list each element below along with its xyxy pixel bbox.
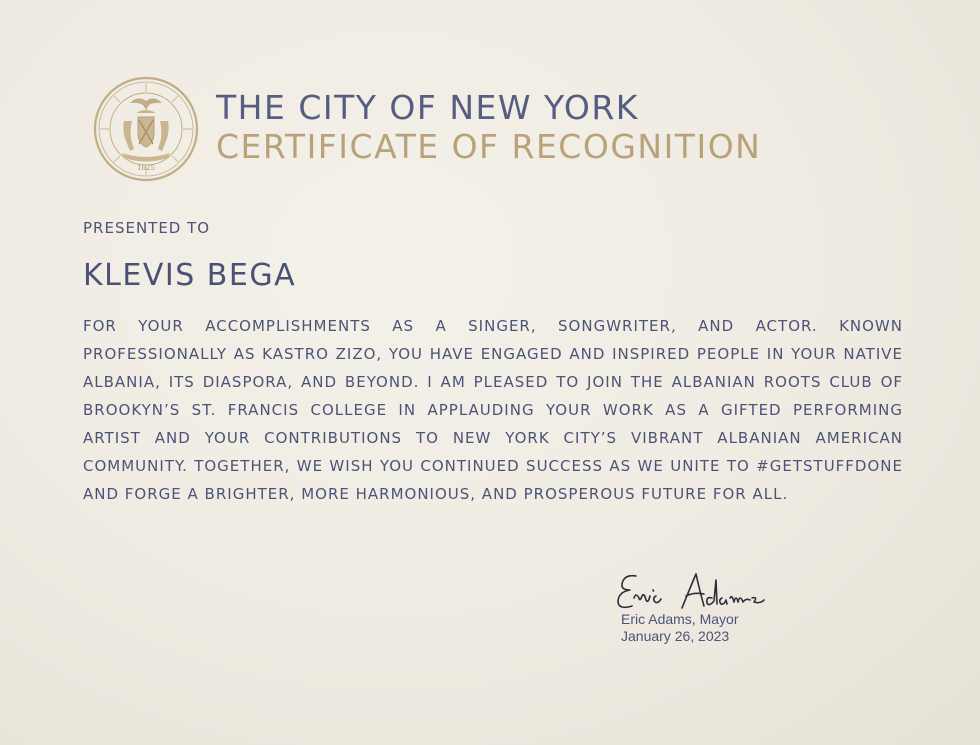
- city-title: THE CITY OF NEW YORK: [216, 88, 639, 127]
- certificate-title: CERTIFICATE OF RECOGNITION: [216, 127, 762, 166]
- recipient-name: KLEVIS BEGA: [83, 258, 297, 293]
- seal-year: 1625: [137, 164, 155, 172]
- signer-title: Eric Adams, Mayor: [621, 611, 739, 627]
- signature-date: January 26, 2023: [621, 628, 730, 644]
- nyc-seal-icon: [92, 75, 200, 183]
- citation-text: FOR YOUR ACCOMPLISHMENTS AS A SINGER, SONGWRITER, AND ACTOR. KNOWN PROFESSIONALLY AS KASTRO ZIZO, YOU HAVE ENGAGED AND INSPIRED PEOPLE IN YOUR NATIVE ALBANIA, ITS DIASPORA, AND BEYOND. I AM PLEASED TO JOIN THE ALBANIAN ROOTS CLUB OF BROOKYN’S ST. FRANCIS COLLEGE IN APPLAUDING YOUR WORK AS A GIFTED PERFORMING ARTIST AND YOUR CONTRIBUTIONS TO NEW YORK CITY’S VIBRANT ALBANIAN AMERICAN COMMUNITY. TOGETHER, WE WISH YOU CONTINUED SUCCESS AS WE UNITE TO #GETSTUFFDONE AND FORGE A BRIGHTER, MORE HARMONIOUS, AND PROSPEROUS FUTURE FOR ALL.: [83, 317, 903, 503]
- signer-block: [621, 611, 738, 645]
- presented-to-label: PRESENTED TO: [83, 219, 211, 237]
